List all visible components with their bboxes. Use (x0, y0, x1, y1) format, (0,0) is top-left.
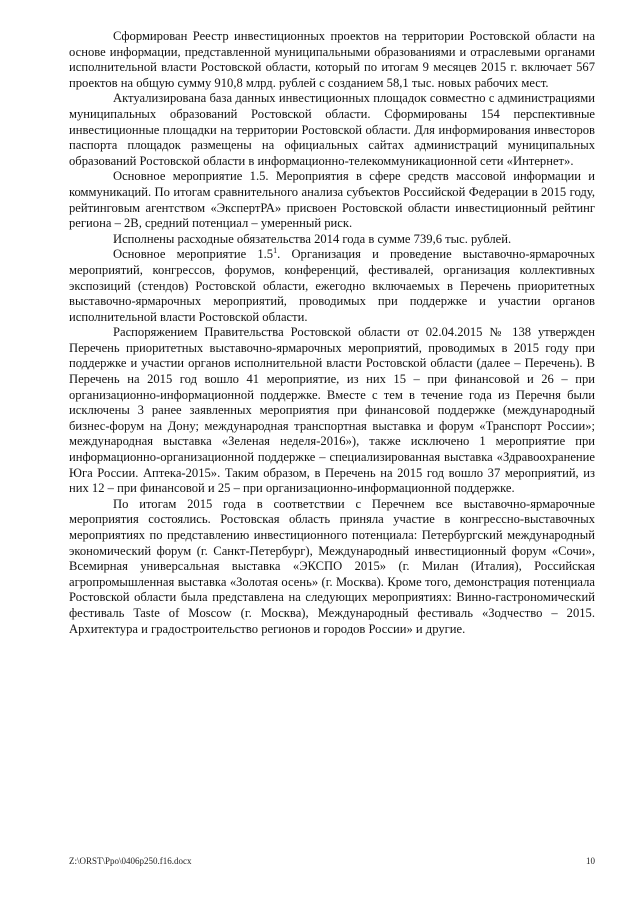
paragraph-5 (69, 247, 595, 325)
file-path: Z:\ORST\Ppo\0406p250.f16.docx (69, 856, 192, 866)
page-number: 10 (586, 856, 595, 866)
paragraph-5-prefix: Основное мероприятие 1.5 (113, 247, 274, 262)
paragraph-6: Распоряжением Правительства Ростовской области от 02.04.2015 № 138 утвержден Перечень приоритетных выставочно-ярмарочных мероприятий, проводимых в 2015 году при поддержке и участии органов исполнительной власти Ростовской области (далее – Перечень). В Перечень на 2015 год вошло 41 мероприятие, из них 15 – при финансовой и 26 – при организационно-информационной поддержке. Вместе с тем в течение года из Перечня были исключены 3 ранее заявленных мероприятия при финансовой поддержке (международный бизнес-форум на Дону; международная транспортная выставка и форум «Транспорт России»; международная выставка «Зеленая неделя-2016»), также исключено 1 мероприятие при информационно-организационной поддержке – специализированная выставка «Здравоохранение Юга России. Аптека-2015». Таким образом, в Перечень на 2015 год вошло 37 мероприятий, из них 12 – при финансовой и 25 – при организационно-информационной поддержке. (69, 325, 595, 496)
footnote-marker: 1 (273, 246, 278, 256)
paragraph-4: Исполнены расходные обязательства 2014 года в сумме 739,6 тыс. рублей. (113, 231, 512, 246)
paragraph-7: По итогам 2015 года в соответствии с Перечнем все выставочно-ярмарочные мероприятия состоялись. Ростовская область приняла участие в конгрессно-выставочных мероприятиях по представлению инвестиционного потенциала: Петербургский международный экономический форум (г. Санкт-Петербург), Международный инвестиционный форум «Сочи», Всемирная универсальная выставка «ЭКСПО 2015» (г. Милан (Италия), Российская агропромышленная выставка «Золотая осень» (г. Москва). Кроме того, демонстрация потенциала Ростовской области была представлена на следующих мероприятиях: Винно-гастрономический фестиваль Taste of Moscow (г. Москва), Международный фестиваль «Зодчество – 2015. Архитектура и градостроительство регионов и городов России» и другие. (69, 496, 595, 636)
page-footer (69, 856, 595, 866)
paragraph-1: Сформирован Реестр инвестиционных проектов на территории Ростовской области на основе информации, представленной муниципальными образованиями и отраслевыми органами исполнительной власти Ростовской области, который по итогам 9 месяцев 2015 г. включает 567 проектов на общую сумму 910,8 млрд. рублей с созданием 58,1 тыс. новых рабочих мест. (69, 29, 595, 90)
paragraph-5-rest: . Организация и проведение выставочно-ярмарочных мероприятий, конгрессов, форумов, конференций, фестивалей, организация коллективных экспозиций (стендов) Ростовской области, ежегодно включаемых в Перечень приоритетных выставочно-ярмарочных мероприятий, проводимых при поддержке и участии органов исполнительной власти Ростовской области. (69, 247, 595, 324)
paragraph-3: Основное мероприятие 1.5. Мероприятия в сфере средств массовой информации и коммуникаций. По итогам сравнительного анализа субъектов Российской Федерации в 2015 году, рейтинговым агентством «ЭкспертРА» присвоен Ростовской области инвестиционный рейтинг региона – 2В, средний потенциал – умеренный риск. (69, 169, 595, 231)
paragraph-2: Актуализирована база данных инвестиционных площадок совместно с администрациями муниципальных образований Ростовской области. Сформированы 154 перспективные инвестиционные площадки на территории Ростовской области. Для информирования инвесторов паспорта площадок размещены на официальных сайтах администраций муниципальных образований Ростовской области в информационно-телекоммуникационной сети «Интернет». (69, 91, 595, 168)
document-page (69, 29, 595, 637)
